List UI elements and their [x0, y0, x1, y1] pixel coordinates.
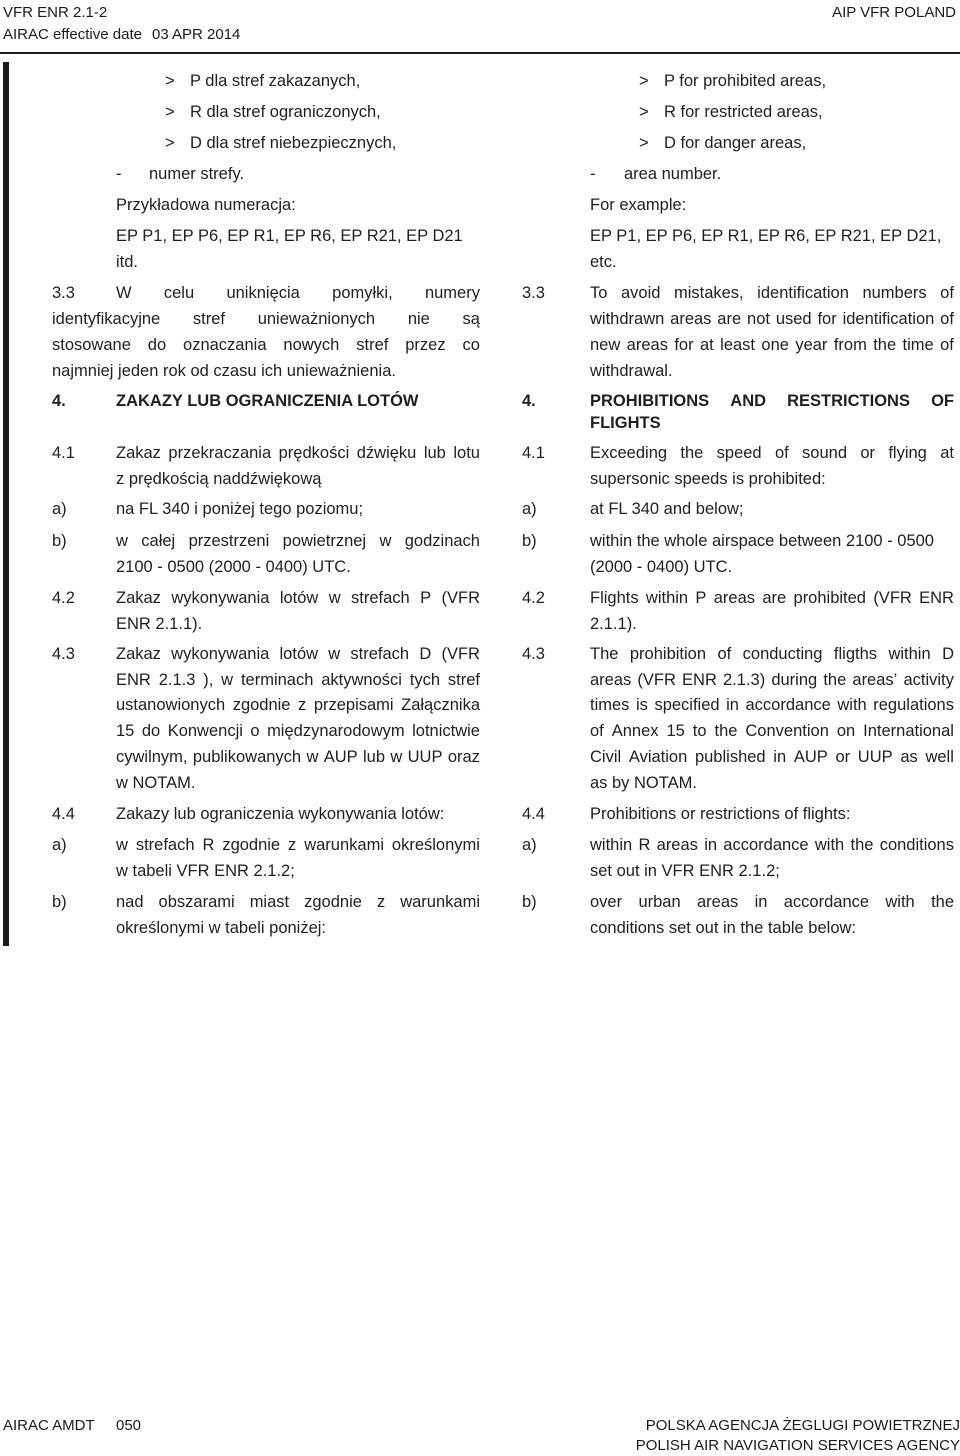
paragraph-line [590, 308, 954, 330]
word: the [931, 893, 954, 911]
word: OF [931, 392, 954, 410]
section-number: 4.2 [52, 589, 75, 607]
word: prohibited [793, 589, 866, 607]
word: of [717, 645, 732, 663]
word: w [328, 589, 341, 607]
word: w [379, 532, 392, 550]
word: speed [716, 444, 762, 462]
word: 2.1.3) [723, 671, 766, 689]
word: z [288, 836, 297, 854]
word: the [680, 444, 704, 462]
word: celu [163, 284, 195, 302]
example-label: For example: [590, 196, 687, 214]
word: of [774, 444, 789, 462]
word: areas [590, 671, 632, 689]
paragraph-line [590, 720, 954, 742]
paragraph-line: within the whole airspace between 2100 - 0500 [590, 532, 934, 550]
list-marker: > [165, 72, 175, 90]
word: AUP [323, 748, 358, 766]
word: pomyłki, [332, 284, 393, 302]
word: year [795, 336, 828, 354]
word: nowych [283, 336, 340, 354]
word: w [116, 836, 128, 854]
word: lub [423, 444, 446, 462]
word: Załącznika [401, 696, 480, 714]
paragraph-line: w tabeli VFR ENR 2.1.2; [116, 862, 295, 880]
word: as [900, 748, 918, 766]
word: strefach [351, 589, 410, 607]
word: ENR [682, 671, 717, 689]
word: of [940, 336, 954, 354]
word: terminach [240, 671, 314, 689]
paragraph-line [116, 530, 480, 552]
word: określonymi [391, 836, 480, 854]
word: or [835, 748, 851, 766]
word: (VFR [441, 645, 480, 663]
word: regulations [873, 696, 954, 714]
list-marker: > [639, 72, 649, 90]
paragraph-line [116, 282, 480, 304]
word: within [645, 589, 689, 607]
paragraph-line [116, 643, 480, 665]
word: w [390, 748, 403, 766]
word: z [376, 893, 386, 911]
word: numery [424, 284, 480, 302]
word: are [717, 310, 742, 328]
word: o [250, 722, 260, 740]
word: dźwięku [356, 444, 417, 462]
word: the [714, 722, 738, 740]
word: the [823, 671, 847, 689]
paragraph-line: najmniej jeden rok od czasu ich unieważnienia. [52, 362, 396, 380]
word: lotu [453, 444, 480, 462]
word: lotów [279, 645, 319, 663]
paragraph-line: Zakazy lub ograniczenia wykonywania lotów: [116, 805, 445, 823]
word: accordance [723, 836, 809, 854]
word: withdrawn [590, 310, 665, 328]
word: accordance [783, 893, 870, 911]
word: the [873, 336, 897, 354]
word: unieważnionych [257, 310, 376, 328]
paragraph-line [116, 669, 480, 691]
example-label: Przykładowa numeracja: [116, 196, 296, 214]
paragraph-line [52, 308, 480, 330]
section-number: 4.4 [522, 805, 545, 823]
word: uniknięcia [226, 284, 300, 302]
list-item: na FL 340 i poniżej tego poziomu; [116, 500, 364, 518]
word: (VFR [637, 671, 676, 689]
agency-name-pl: POLSKA AGENCJA ŻEGLUGI POWIETRZNEJ [645, 1417, 960, 1434]
word: lotów [279, 589, 319, 607]
word: during [771, 671, 818, 689]
paragraph-line: set out in VFR ENR 2.1.2; [590, 862, 780, 880]
word: w [221, 671, 234, 689]
paragraph-line [590, 669, 954, 691]
paragraph-line [590, 834, 954, 856]
word: in [773, 748, 787, 766]
word: D [419, 645, 432, 663]
word: oraz [447, 748, 480, 766]
word: miast [249, 893, 290, 911]
word: used [775, 310, 812, 328]
paragraph-line: conditions set out in the table below: [590, 919, 857, 937]
paragraph-line [590, 643, 954, 665]
word: R [638, 836, 651, 854]
section-number: 4.2 [522, 589, 545, 607]
paragraph-line [590, 587, 954, 609]
word: To [590, 284, 608, 302]
amendment-number: 050 [116, 1417, 142, 1434]
section-heading: ZAKAZY LUB OGRANICZENIA LOTÓW [116, 392, 419, 410]
word: nie [407, 310, 430, 328]
word: with [814, 836, 845, 854]
list-marker: - [590, 165, 596, 183]
word: Flights [590, 589, 639, 607]
word: przepisami [313, 696, 394, 714]
paragraph-line [116, 587, 480, 609]
word: flying [888, 444, 927, 462]
word: nad [116, 893, 144, 911]
paragraph-line: w NOTAM. [116, 774, 196, 792]
word: within [888, 645, 931, 663]
list-marker: - [116, 165, 122, 183]
word: International [863, 722, 954, 740]
word: P [695, 589, 707, 607]
word: not [747, 310, 770, 328]
paragraph-line: supersonic speeds is prohibited: [590, 470, 826, 488]
word: the [850, 836, 874, 854]
paragraph-line [116, 694, 480, 716]
word: are [762, 589, 787, 607]
word: well [925, 748, 954, 766]
word: avoid [620, 284, 661, 302]
paragraph-line [116, 891, 480, 913]
word: identification [757, 284, 849, 302]
word: przekraczania [168, 444, 272, 462]
word: z [298, 696, 307, 714]
section-number: 4. [522, 392, 536, 410]
word: in [726, 696, 739, 714]
word: sound [802, 444, 848, 462]
word: at [700, 336, 714, 354]
list-item: at FL 340 and below; [590, 500, 744, 518]
word: aktywności [321, 671, 402, 689]
section-number: 4.4 [52, 805, 75, 823]
effective-date: 03 APR 2014 [152, 26, 241, 43]
word: areas [656, 836, 698, 854]
word: urban [638, 893, 681, 911]
example-line: etc. [590, 253, 617, 271]
word: over [590, 893, 623, 911]
word: lotnictwie [412, 722, 480, 740]
word: całej [141, 532, 176, 550]
word: of [940, 310, 954, 328]
word: stosowane [52, 336, 131, 354]
paragraph-line [590, 282, 954, 304]
section-number: 4.3 [522, 645, 545, 663]
word: activity [903, 671, 954, 689]
word: są [462, 310, 480, 328]
word: for [674, 336, 694, 354]
word: with [837, 696, 867, 714]
word: on [836, 722, 856, 740]
word: wykonywania [171, 589, 270, 607]
paragraph-line [590, 334, 954, 356]
word: w [328, 645, 341, 663]
section-number: 3.3 [522, 284, 545, 302]
list-item: D dla stref niebezpiecznych, [190, 134, 397, 152]
effective-label: AIRAC effective date [3, 26, 142, 43]
section-heading [590, 390, 954, 412]
example-line: EP P1, EP P6, EP R1, EP R6, EP R21, EP D21 [116, 227, 463, 245]
word: ENR [919, 589, 954, 607]
word: warunkami [400, 893, 480, 911]
word: tych [409, 671, 441, 689]
list-item: area number. [624, 165, 722, 183]
word: godzinach [404, 532, 480, 550]
word: przestrzeni [188, 532, 270, 550]
word: Zakaz [116, 589, 161, 607]
paragraph-line: (2000 - 0400) UTC. [590, 558, 733, 576]
word: W [116, 284, 132, 302]
paragraph-line: z prędkością naddźwiękową [116, 470, 322, 488]
paragraph-line [52, 334, 480, 356]
list-marker: a) [52, 500, 67, 518]
list-marker: a) [522, 836, 537, 854]
section-number: 3.3 [52, 284, 75, 302]
section-number: 4.1 [522, 444, 545, 462]
word: międzynarodowym [267, 722, 405, 740]
paragraph-line [590, 694, 954, 716]
word: co [462, 336, 480, 354]
paragraph-line: ENR 2.1.1). [116, 615, 203, 633]
word: obszarami [158, 893, 235, 911]
word: 15 [116, 722, 135, 740]
paragraph-line: as by NOTAM. [590, 774, 697, 792]
word: conditions [879, 836, 954, 854]
word: Civil [590, 748, 622, 766]
section-number: 4. [52, 392, 66, 410]
word: RESTRICTIONS [787, 392, 910, 410]
word: (VFR [873, 589, 912, 607]
section-number: 4.3 [52, 645, 75, 663]
list-marker: a) [522, 500, 537, 518]
word: Convention [745, 722, 829, 740]
word: AND [730, 392, 767, 410]
amendment-label: AIRAC AMDT [3, 1417, 95, 1434]
word: do [141, 722, 161, 740]
word: AUP [793, 748, 828, 766]
word: 15 [666, 722, 685, 740]
word: stref [192, 310, 226, 328]
paragraph-line [116, 442, 480, 464]
word: Aviation [628, 748, 688, 766]
word: stref [447, 671, 480, 689]
word: times [590, 696, 630, 714]
word: w [116, 532, 128, 550]
agency-name-en: POLISH AIR NAVIGATION SERVICES AGENCY [635, 1437, 960, 1454]
paragraph-line: 2100 - 0500 (2000 - 0400) UTC. [116, 558, 351, 576]
word: oznaczania [183, 336, 267, 354]
paragraph-line: Prohibitions or restrictions of flights: [590, 805, 851, 823]
word: ENR [116, 671, 151, 689]
word: zgodnie [222, 836, 281, 854]
word: The [590, 645, 619, 663]
word: D [942, 645, 954, 663]
word: one [761, 336, 789, 354]
word: of [590, 722, 604, 740]
word: ), [203, 671, 214, 689]
word: or [860, 444, 876, 462]
word: Annex [611, 722, 659, 740]
list-marker: > [639, 134, 649, 152]
word: Exceeding [590, 444, 668, 462]
word: areas [696, 893, 739, 911]
word: 2.1.3 [158, 671, 196, 689]
word: przez [405, 336, 446, 354]
word: strefach [350, 645, 410, 663]
paragraph-line [590, 442, 954, 464]
word: warunkami [304, 836, 384, 854]
word: PROHIBITIONS [590, 392, 710, 410]
word: prędkości [278, 444, 350, 462]
word: publikowanych [192, 748, 302, 766]
word: at [940, 444, 954, 462]
list-marker: b) [52, 532, 67, 550]
paragraph-line: 2.1.1). [590, 615, 637, 633]
doc-ref: VFR ENR 2.1-2 [3, 4, 108, 21]
list-marker: b) [52, 893, 67, 911]
word: zgodnie [304, 893, 362, 911]
paragraph-line [116, 746, 480, 768]
paragraph-line [590, 891, 954, 913]
example-line: EP P1, EP P6, EP R1, EP R6, EP R21, EP D21, [590, 227, 942, 245]
word: with [885, 893, 915, 911]
header-rule [0, 52, 960, 54]
word: of [940, 284, 954, 302]
word: ustanowionych [116, 696, 226, 714]
word: P [420, 589, 432, 607]
word: numbers [862, 284, 927, 302]
list-item: D for danger areas, [664, 134, 807, 152]
list-marker: > [639, 103, 649, 121]
word: areas’ [852, 671, 898, 689]
word: in [754, 893, 768, 911]
word: mistakes, [673, 284, 744, 302]
word: prohibition [629, 645, 707, 663]
list-marker: a) [52, 836, 67, 854]
section-number: 4.1 [52, 444, 75, 462]
paragraph-line [116, 834, 480, 856]
word: Zakaz [116, 444, 161, 462]
word: areas [626, 336, 668, 354]
word: lub [362, 748, 386, 766]
list-marker: > [165, 134, 175, 152]
list-marker: > [165, 103, 175, 121]
word: zgodnie [232, 696, 291, 714]
word: (VFR [441, 589, 480, 607]
word: identification [842, 310, 935, 328]
word: do [147, 336, 167, 354]
word: areas [713, 589, 756, 607]
list-marker: b) [522, 532, 537, 550]
word: R [202, 836, 215, 854]
word: for [817, 310, 837, 328]
word: areas [670, 310, 712, 328]
list-item: P for prohibited areas, [664, 72, 827, 90]
list-item: R dla stref ograniczonych, [190, 103, 381, 121]
word: within [590, 836, 633, 854]
word: wykonywania [171, 645, 270, 663]
word: new [590, 336, 621, 354]
word: UUP [857, 748, 893, 766]
word: accordance [745, 696, 831, 714]
word: time [902, 336, 934, 354]
publication-title: AIP VFR POLAND [832, 4, 956, 21]
list-marker: b) [522, 893, 537, 911]
word: stref [356, 336, 389, 354]
word: is [635, 696, 648, 714]
word: in [704, 836, 718, 854]
list-item: numer strefy. [149, 165, 245, 183]
section-heading: FLIGHTS [590, 414, 661, 432]
word: UUP [407, 748, 443, 766]
word: Zakaz [116, 645, 161, 663]
list-item: P dla stref zakazanych, [190, 72, 361, 90]
amendment-change-bar [3, 62, 9, 946]
paragraph-line [590, 746, 954, 768]
word: powietrznej [282, 532, 367, 550]
example-line: itd. [116, 253, 139, 271]
word: strefach [135, 836, 195, 854]
word: to [692, 722, 707, 740]
paragraph-line [116, 720, 480, 742]
paragraph-line: określonymi w tabeli poniżej: [116, 919, 327, 937]
word: fligths [833, 645, 878, 663]
word: Konwencji [167, 722, 243, 740]
word: least [720, 336, 756, 354]
word: published [694, 748, 766, 766]
word: conducting [742, 645, 823, 663]
word: from [833, 336, 867, 354]
list-item: R for restricted areas, [664, 103, 823, 121]
word: w [306, 748, 319, 766]
word: identyfikacyjne [52, 310, 161, 328]
paragraph-line: withdrawal. [590, 362, 673, 380]
word: specified [654, 696, 720, 714]
word: cywilnym, [116, 748, 188, 766]
